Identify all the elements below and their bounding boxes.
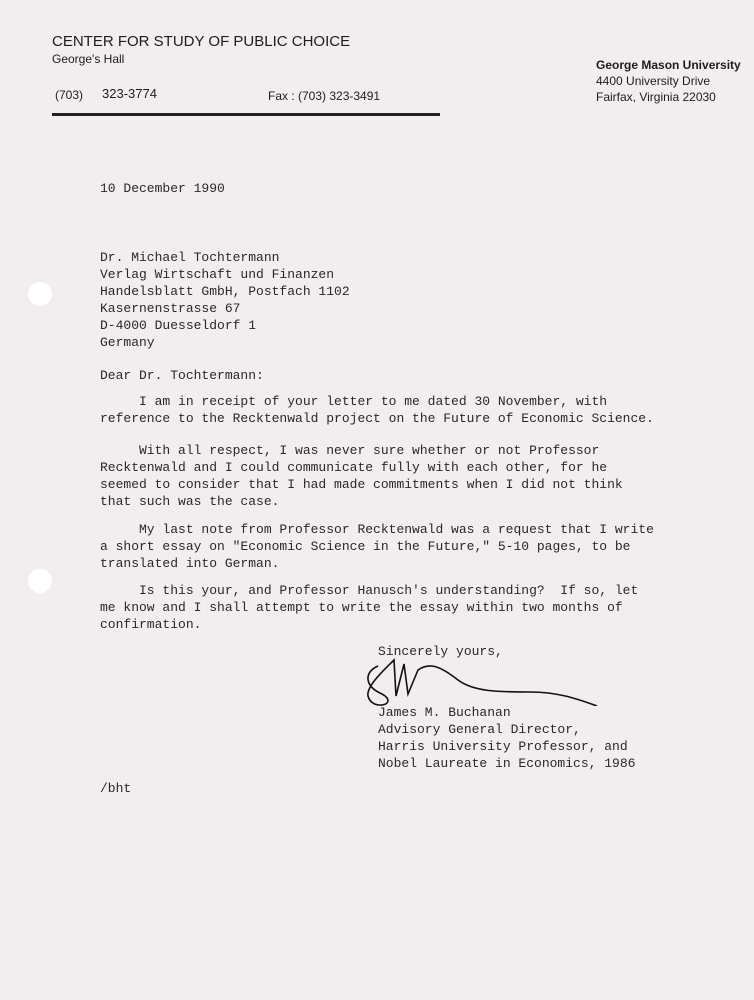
paragraph-1	[100, 393, 654, 427]
letterhead-fax: Fax : (703) 323-3491	[268, 89, 381, 103]
letterhead-phone-area: (703)	[55, 88, 84, 102]
letterhead-building: George's Hall	[52, 52, 125, 66]
signer-name: James M. Buchanan	[378, 705, 511, 720]
closing: Sincerely yours,	[378, 644, 503, 659]
text-line: With all respect, I was never sure whether or not Professor	[100, 443, 600, 458]
letterhead-university: George Mason University	[596, 58, 741, 72]
recipient-address	[100, 232, 350, 368]
punch-hole	[28, 282, 52, 306]
recipient-line: Dr. Michael Tochtermann	[100, 250, 280, 265]
recipient-line: Handelsblatt GmbH, Postfach 1102	[100, 284, 350, 299]
text-line: I am in receipt of your letter to me dated 30 November, with	[100, 394, 608, 409]
recipient-line: D-4000 Duesseldorf 1	[100, 318, 257, 333]
recipient-line: Germany	[100, 335, 155, 350]
recipient-line: Kasernenstrasse 67	[100, 301, 241, 316]
punch-hole	[28, 569, 52, 593]
letterhead-rule	[52, 113, 440, 116]
text-line: me know and I shall attempt to write the essay within two months of	[100, 600, 623, 615]
text-line: Is this your, and Professor Hanusch's understanding? If so, let	[100, 583, 639, 598]
text-line: My last note from Professor Recktenwald was a request that I write	[100, 522, 654, 537]
paragraph-2	[100, 442, 623, 510]
signature	[360, 656, 600, 706]
letterhead-phone: 323-3774	[102, 86, 157, 101]
text-line: reference to the Recktenwald project on the Future of Economic Science.	[100, 411, 654, 426]
text-line: Recktenwald and I could communicate fully with each other, for he	[100, 460, 608, 475]
recipient-line: Verlag Wirtschaft und Finanzen	[100, 267, 335, 282]
letterhead-address1: 4400 University Drive	[596, 74, 711, 88]
paragraph-4	[100, 582, 638, 633]
paragraph-3	[100, 521, 654, 572]
signer-title: Advisory General Director,	[378, 722, 581, 737]
text-line: that such was the case.	[100, 494, 280, 509]
letterhead-org: CENTER FOR STUDY OF PUBLIC CHOICE	[52, 33, 351, 50]
text-line: seemed to consider that I had made commitments when I did not think	[100, 477, 623, 492]
letterhead-address2: Fairfax, Virginia 22030	[596, 90, 716, 104]
text-line: translated into German.	[100, 556, 280, 571]
typist-initials: /bht	[100, 781, 132, 796]
text-line: confirmation.	[100, 617, 202, 632]
signer-title: Nobel Laureate in Economics, 1986	[378, 756, 636, 771]
signature-block	[378, 704, 635, 772]
salutation: Dear Dr. Tochtermann:	[100, 368, 264, 383]
signer-title: Harris University Professor, and	[378, 739, 628, 754]
text-line: a short essay on "Economic Science in the Future," 5-10 pages, to be	[100, 539, 631, 554]
letter-date: 10 December 1990	[100, 181, 225, 196]
